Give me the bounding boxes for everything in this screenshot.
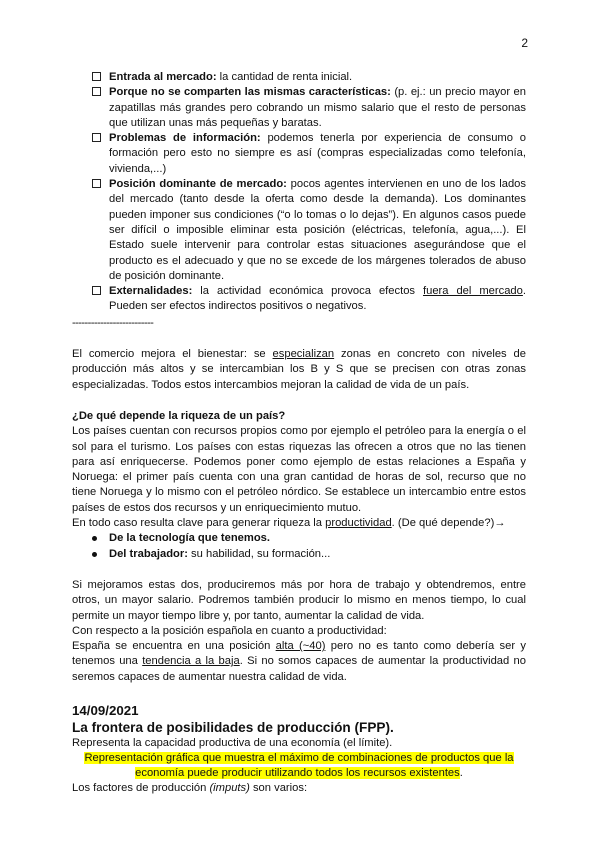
italic-text: (imputs) [209,782,250,795]
bullet-item [72,531,526,546]
item-text: la actividad económica provoca efectos [192,285,423,298]
underlined-text: alta (~40) [275,640,326,653]
checkbox-icon[interactable] [92,133,101,142]
underlined-text: productividad [325,517,392,530]
checkbox-icon[interactable] [92,87,101,96]
item-text: la cantidad de renta inicial. [216,71,353,83]
bullet-term: Del trabajador: [109,547,188,560]
bullet-term: De la tecnología que tenemos. [109,532,271,545]
text: zonas en concreto con niveles de producción más altos y se intercambian los B y S que se precisen con otras zonas especializadas. Todos estos intercambios mejoran la calidad de vida de un país. [72,348,526,391]
bullet-item [72,547,526,562]
mejoramos-paragraph: Si mejoramos estas dos, produciremos más por hora de trabajo y obtendremos, entre otros, un mayor salario. Podremos también producir lo mismo en menos tiempo, lo cual permite un mayor tiempo libre y, por tanto, aumentar la calidad de vida. [72,578,526,622]
underlined-text: tendencia a la baja [142,655,240,668]
text: . [459,767,463,780]
underlined-text: especializan [272,348,335,361]
underlined-text: fuera del mercado [422,285,523,298]
text: pero no es tanto como debería ser y tenemos una [72,640,526,668]
checklist-item [72,85,526,131]
item-text: . Pueden ser efectos indirectos positivos o negativos. [109,285,526,313]
separator-line: -------------------------- [72,316,154,329]
item-text: podemos tenerla por experiencia de consumo o formación pero esto no siempre es así (compras especializadas como telefonía, vivienda,...) [109,132,526,175]
checklist-item [72,70,526,85]
text: . (De qué depende?)→ [391,517,506,530]
highlighted-text: Representación gráfica que muestra el máximo de combinaciones de productos que la [84,751,514,764]
item-text: pocos agentes intervienen en uno de los lados del mercado (tanto desde la oferta como desde la demanda). Los dominantes pueden imponer sus condiciones (“o lo tomas o lo dejas”). En algunos casos puede ser difícil o imposible eliminar esta posición (eléctricas, telefonía, agua,...). El Estado suele intervenir para controlar estas situaciones asegurándose que el producto es el adecuado y que no se excede de los márgenes tolerados de abuso de posición dominante. [109,178,526,282]
item-term: Externalidades: [109,285,193,298]
checkbox-icon[interactable] [92,179,101,188]
item-term: Entrada al mercado: [109,71,217,83]
clave-paragraph [72,516,526,531]
text: España se encuentra en una posición [72,640,276,653]
riqueza-paragraph: Los países cuentan con recursos propios como por ejemplo el petróleo para la energía o el sol para el turismo. Los países con estas riquezas las ofrecen a otros que no las tienen para así enriquecerse. Podemos poner como ejemplo de estas relaciones a España y Noruega: el primer país cuenta con una gran cantidad de horas de sol, recurso que no tiene Noruega y lo mismo con el petróleo nórdico. Se establece un intercambio entre estos países de estos dos recursos y un enriquecimiento mutuo. [72,425,526,514]
page-number: 2 [521,36,528,50]
respecto-paragraph: Con respecto a la posición española en cuanto a productividad: [72,624,387,637]
checklist-item [72,284,526,315]
highlighted-text: economía puede producir utilizando todos los recursos existentes [135,767,460,780]
text: El comercio mejora el bienestar: se [72,348,273,361]
bullet-text: su habilidad, su formación... [187,547,331,560]
text: Los factores de producción [72,782,210,795]
bullet-icon [92,552,97,557]
comercio-paragraph [72,347,526,393]
checkbox-icon[interactable] [92,72,101,81]
document-body [72,70,526,797]
riqueza-heading: ¿De qué depende la riqueza de un país? [72,409,286,422]
text: En todo caso resulta clave para generar riqueza la [72,517,326,530]
item-term: Problemas de información: [109,132,261,145]
section-date: 14/09/2021 [72,702,139,718]
espana-paragraph [72,639,526,685]
section-title: La frontera de posibilidades de producción (FPP). [72,720,394,736]
text: son varios: [249,782,308,795]
bullet-icon [92,536,97,541]
item-term: Posición dominante de mercado: [109,178,287,191]
item-term: Porque no se comparten las mismas características: [109,86,391,99]
highlight-line [72,751,526,766]
item-text: (p. ej.: un precio mayor en zapatillas más grandes pero cobrando un mismo salario que el resto de personas que utilizan unas más pequeñas y baratas. [109,86,526,129]
factores-paragraph [72,781,526,796]
fpp-description: Representa la capacidad productiva de una economía (el límite). [72,736,393,749]
checkbox-icon[interactable] [92,286,101,295]
text: . Si no somos capaces de aumentar la productividad no seremos capaces de aumentar nuestra calidad de vida. [72,655,526,683]
highlight-line [72,766,526,781]
checklist-item [72,177,526,284]
checklist-item [72,131,526,177]
